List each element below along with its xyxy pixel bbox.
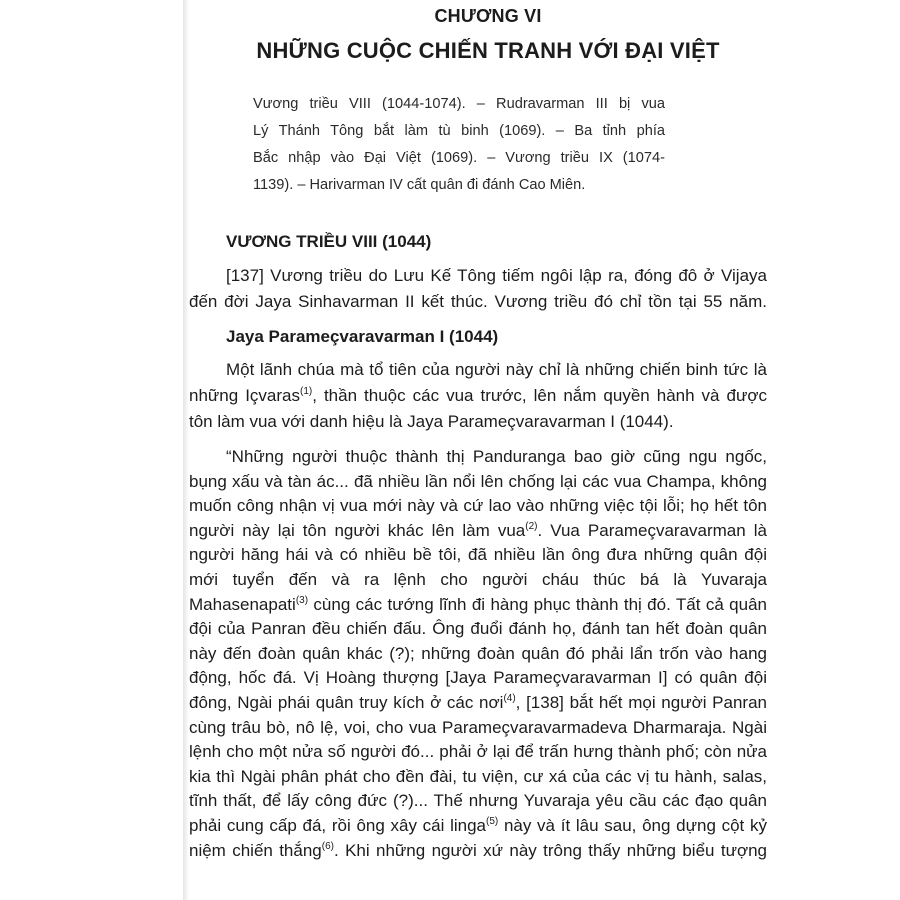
text-span: cùng các tướng lĩnh đi hàng phục thành thị đó. Tất cả quân <box>308 594 767 614</box>
text-span: Mahasenapati <box>189 594 296 614</box>
footnote-ref: (2) <box>525 520 538 532</box>
text-span: . Vua Parameçvaravarman là <box>537 520 767 540</box>
text-span: , [138] bắt hết mọi người Panran <box>515 692 767 712</box>
text-line: người hăng hái và có nhiều bề tôi, đã nhiều lần ông đưa những quân đội <box>189 545 767 565</box>
footnote-ref: (5) <box>486 815 499 827</box>
text-line: mới tuyển đến và ra lệnh cho người cháu thúc bá là Yuvaraja <box>189 569 767 589</box>
chapter-title: NHỮNG CUỘC CHIẾN TRANH VỚI ĐẠI VIỆT <box>256 38 720 63</box>
text-span: này và ít lâu sau, ông dựng cột kỷ <box>498 815 767 835</box>
text-line: muốn công nhận vị vua mới này và cứ lao vào những việc tội lỗi; họ hết tôn <box>189 496 767 516</box>
footnote-ref: (6) <box>321 840 334 852</box>
text-span: phải cung cấp đá, rồi ông xây cái linga <box>189 815 487 835</box>
text-line: đội của Panran đều chiến đấu. Ông đuổi đánh họ, đánh tan hết đoàn quân <box>189 619 767 639</box>
text-span: niệm chiến thắng <box>189 840 322 860</box>
text-line <box>189 814 767 839</box>
footnote-ref: (3) <box>295 594 309 606</box>
paragraph-lord <box>189 357 767 435</box>
text-line: cùng trâu bò, nô lệ, voi, cho vua Parameçvaravarmadeva Dharmaraja. Ngài <box>189 717 767 737</box>
text-span: đông, Ngài phái quân truy kích ở các nơi <box>189 692 504 712</box>
text-line: động, hốc đá. Vị Hoàng thượng [Jaya Parameçvaravarman I] có quân đội <box>189 668 767 688</box>
summary-line: Bắc nhập vào Đại Việt (1069). – Vương triều IX (1074- <box>253 150 665 166</box>
summary-line: 1139). – Harivarman IV cất quân đi đánh Cao Miên. <box>253 177 586 193</box>
paragraph-quote <box>189 445 767 863</box>
text-line: lệnh cho một nửa số người đó... phải ở lại để trấn hưng thành phố; còn nửa <box>189 742 767 762</box>
text-line <box>189 519 767 544</box>
section-heading: VƯƠNG TRIỀU VIII (1044) <box>226 232 432 251</box>
text-line: [137] Vương triều do Lưu Kế Tông tiếm ngôi lập ra, đóng đô ở Vijaya <box>226 266 767 285</box>
text-line: Một lãnh chúa mà tổ tiên của người này chỉ là những chiến binh tức là <box>226 360 767 379</box>
chapter-summary <box>253 91 665 199</box>
text-span: những Içvaras <box>189 386 300 405</box>
footnote-ref: (4) <box>503 692 516 704</box>
text-line <box>189 839 767 864</box>
text-span: , thần thuộc các vua trước, lên nắm quyền hành và được <box>312 386 767 405</box>
chapter-label: CHƯƠNG VI <box>434 6 542 26</box>
subsection-heading: Jaya Parameçvaravarman I (1044) <box>226 327 499 346</box>
text-line: kia thì Ngài phân phát cho đền đài, tu viện, cư xá của các vị tu hành, salas, <box>189 766 767 786</box>
text-line <box>189 383 767 409</box>
text-line: đến đời Jaya Sinhavarman II kết thúc. Vương triều đó chỉ tồn tại 55 năm. <box>189 292 767 311</box>
text-line <box>189 691 767 716</box>
text-span: . Khi những người xứ này trông thấy những biểu tượng <box>334 840 768 860</box>
text-line <box>189 593 767 618</box>
text-line: tôn làm vua với danh hiệu là Jaya Parameçvaravarman I (1044). <box>189 412 674 431</box>
text-line: này đến đoàn quân khác (?); những đoàn quân đó phải lẩn trốn vào hang <box>189 643 767 663</box>
summary-line: Lý Thánh Tông bắt làm tù binh (1069). – Ba tỉnh phía <box>253 123 665 139</box>
paragraph-dynasty <box>189 263 767 315</box>
summary-line: Vương triều VIII (1044-1074). – Rudravarman III bị vua <box>253 96 665 112</box>
footnote-ref: (1) <box>300 386 313 397</box>
text-line: tĩnh thất, để lấy công đức (?)... Thế nhưng Yuvaraja yêu cầu các đạo quân <box>189 791 767 811</box>
text-line: “Những người thuộc thành thị Panduranga bao giờ cũng ngu ngốc, <box>226 447 767 466</box>
text-span: người này lại tôn người khác lên làm vua <box>189 520 526 540</box>
text-line: bụng xấu và tàn ác... đã nhiều lần nổi lên chống lại các vua Champa, không <box>189 471 767 491</box>
